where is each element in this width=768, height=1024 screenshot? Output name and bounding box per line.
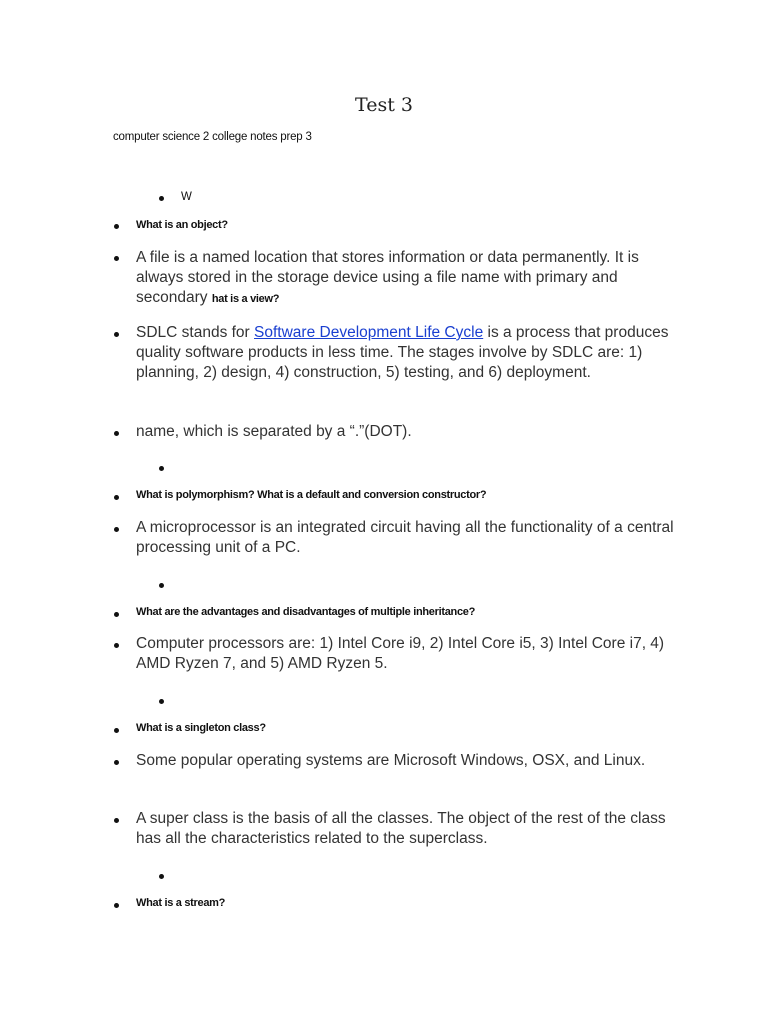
bullet-icon: [159, 466, 164, 471]
question-inheritance: What are the advantages and disadvantages of multiple inheritance?: [136, 606, 476, 618]
answer-microprocessor: A microprocessor is an integrated circuit having all the functionality of a central processing unit of a PC.: [136, 519, 674, 556]
file-definition-tail: hat is a view?: [211, 293, 280, 305]
bullet-icon: [114, 224, 119, 229]
bullet-icon: [114, 903, 119, 908]
bullet-icon: [114, 728, 119, 733]
bullet-icon: [114, 527, 119, 532]
question-singleton: What is a singleton class?: [136, 722, 266, 734]
bullet-icon: [114, 256, 119, 261]
nested-list-item: W: [181, 191, 192, 203]
answer-operating-systems: Some popular operating systems are Microsoft Windows, OSX, and Linux.: [136, 752, 646, 769]
question-polymorphism: What is polymorphism? What is a default and conversion constructor?: [136, 489, 487, 501]
answer-superclass: A super class is the basis of all the classes. The object of the rest of the class has all the characteristics related to the superclass.: [136, 810, 666, 847]
file-definition-text: A file is a named location that stores information or data permanently. It is always stored in the storage device using a file name with primary and secondary: [136, 249, 639, 306]
answer-file-definition: [136, 248, 676, 309]
document-title: Test 3: [355, 94, 413, 116]
bullet-icon: [114, 760, 119, 765]
bullet-icon: [159, 196, 164, 201]
sdlc-link[interactable]: Software Development Life Cycle: [254, 324, 484, 341]
bullet-icon: [114, 612, 119, 617]
question-object: What is an object?: [136, 219, 228, 231]
bullet-icon: [159, 583, 164, 588]
sdlc-suffix: is a process that produces quality software products in less time. The stages involve by SDLC are: 1) planning, 2) design, 4) construction, 5) testing, and 6) deployment.: [136, 324, 669, 381]
bullet-icon: [114, 818, 119, 823]
bullet-icon: [114, 495, 119, 500]
answer-name-dot: name, which is separated by a “.”(DOT).: [136, 423, 412, 440]
bullet-icon: [114, 431, 119, 436]
answer-processors: Computer processors are: 1) Intel Core i9, 2) Intel Core i5, 3) Intel Core i7, 4) AMD Ryzen 7, and 5) AMD Ryzen 5.: [136, 635, 665, 672]
answer-sdlc: [136, 323, 676, 383]
sdlc-prefix: SDLC stands for: [136, 324, 255, 341]
bullet-icon: [159, 874, 164, 879]
document-subtitle: computer science 2 college notes prep 3: [113, 131, 312, 143]
bullet-icon: [159, 699, 164, 704]
bullet-icon: [114, 643, 119, 648]
question-stream: What is a stream?: [136, 897, 226, 909]
bullet-icon: [114, 332, 119, 337]
